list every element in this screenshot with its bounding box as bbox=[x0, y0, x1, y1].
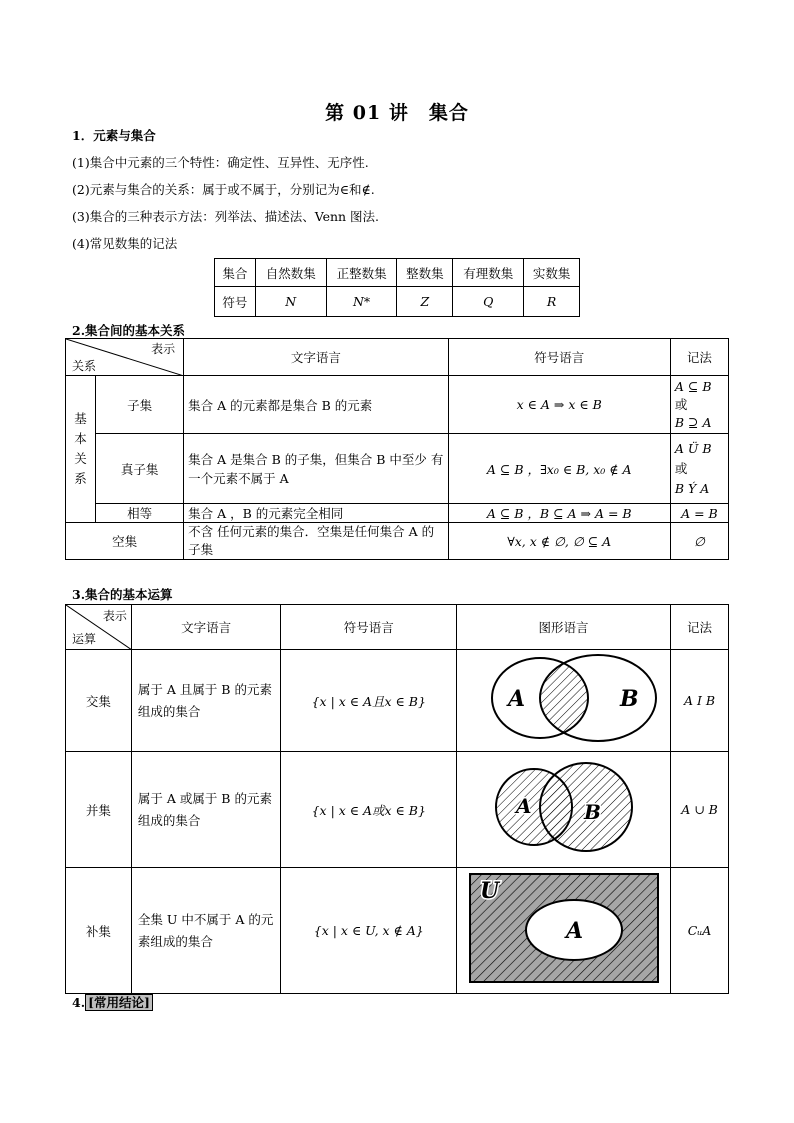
column-header: 文字语言 bbox=[131, 605, 281, 650]
row-note: A ∪ B bbox=[671, 752, 729, 868]
section-3-heading: 3.集合的基本运算 bbox=[72, 587, 173, 602]
table-cell: 符号 bbox=[215, 287, 256, 317]
text-line: (2)元素与集合的关系：属于或不属于，分别记为∈和∉. bbox=[72, 182, 375, 197]
relations-table bbox=[65, 338, 729, 560]
text-line: (4)常见数集的记法 bbox=[72, 236, 178, 251]
row-note: A = B bbox=[670, 504, 728, 523]
row-name: 子集 bbox=[96, 376, 184, 434]
column-header: 记法 bbox=[670, 339, 728, 376]
table-cell: 有理数集 bbox=[453, 259, 524, 287]
corner-top-label: 表示 bbox=[151, 342, 176, 356]
row-text: 集合 A 的元素都是集合 B 的元素 bbox=[184, 376, 448, 434]
table-cell: 自然数集 bbox=[255, 259, 326, 287]
corner-bottom-label: 关系 bbox=[72, 359, 97, 373]
group-label: 基本关系 bbox=[74, 411, 87, 486]
page-title: 第 01 讲 集合 bbox=[325, 102, 469, 124]
common-conclusions-label: [常用结论] bbox=[85, 994, 153, 1011]
corner-top-label: 表示 bbox=[102, 609, 127, 623]
row-name: 补集 bbox=[66, 868, 132, 994]
venn-cell bbox=[457, 868, 671, 994]
row-text: 不含 任何元素的集合．空集是任何集合 A 的子集 bbox=[184, 523, 448, 560]
table-cell: 整数集 bbox=[397, 259, 453, 287]
venn-cell bbox=[457, 650, 671, 752]
section-4-heading bbox=[72, 993, 153, 1011]
row-symbol: {x | x ∈ U, x ∉ A} bbox=[281, 868, 457, 994]
column-header: 记法 bbox=[671, 605, 729, 650]
union-venn-diagram bbox=[458, 753, 670, 863]
universe-label: U bbox=[479, 878, 499, 904]
row-name: 相等 bbox=[96, 504, 184, 523]
operations-table bbox=[65, 604, 729, 994]
table-cell: 正整数集 bbox=[326, 259, 397, 287]
row-name: 空集 bbox=[66, 523, 184, 560]
set-b-label: B bbox=[619, 686, 639, 712]
set-b-label: B bbox=[583, 800, 601, 824]
text-line: (1)集合中元素的三个特性：确定性、互异性、无序性. bbox=[72, 155, 369, 170]
set-a-label: A bbox=[565, 918, 583, 944]
table-cell: R bbox=[524, 287, 580, 317]
row-symbol: A ⊆ B ，B ⊆ A ⇒ A = B bbox=[448, 504, 670, 523]
corner-bottom-label: 运算 bbox=[72, 632, 97, 646]
row-note: ∅ bbox=[670, 523, 728, 560]
row-name: 并集 bbox=[66, 752, 132, 868]
section-1-heading: 1．元素与集合 bbox=[72, 128, 156, 143]
section-2-heading: 2.集合间的基本关系 bbox=[72, 323, 186, 338]
group-label-cell bbox=[66, 376, 96, 523]
row-symbol: x ∈ A ⇒ x ∈ B bbox=[448, 376, 670, 434]
intersection-venn-diagram bbox=[458, 650, 670, 748]
header-corner bbox=[66, 339, 184, 376]
venn-cell bbox=[457, 752, 671, 868]
table-cell: 集合 bbox=[215, 259, 256, 287]
row-note: A I B bbox=[671, 650, 729, 752]
column-header: 图形语言 bbox=[457, 605, 671, 650]
row-text: 属于 A 或属于 B 的元素组成的集合 bbox=[131, 752, 281, 868]
row-text: 全集 U 中不属于 A 的元素组成的集合 bbox=[131, 868, 281, 994]
note-or: 或 bbox=[674, 396, 688, 412]
row-text: 属于 A 且属于 B 的元素组成的集合 bbox=[131, 650, 281, 752]
section-4-number: 4. bbox=[72, 995, 86, 1010]
row-symbol: {x | x ∈ A且x ∈ B} bbox=[281, 650, 457, 752]
set-a-label: A bbox=[515, 794, 532, 818]
row-name: 交集 bbox=[66, 650, 132, 752]
row-text: 集合 A ，B 的元素完全相同 bbox=[184, 504, 448, 523]
complement-venn-diagram bbox=[458, 868, 670, 990]
note-or: 或 bbox=[674, 460, 688, 476]
column-header: 文字语言 bbox=[184, 339, 448, 376]
table-cell: Q bbox=[453, 287, 524, 317]
number-sets-table bbox=[214, 258, 580, 317]
note-primary: A ⊆ B bbox=[674, 378, 712, 394]
note-secondary: B ⊇ A bbox=[674, 414, 712, 430]
row-text: 集合 A 是集合 B 的子集，但集合 B 中至少 有一个元素不属于 A bbox=[184, 434, 448, 504]
row-note: CᵤA bbox=[671, 868, 729, 994]
column-header: 符号语言 bbox=[281, 605, 457, 650]
table-cell: 实数集 bbox=[524, 259, 580, 287]
set-a-label: A bbox=[507, 686, 525, 712]
header-corner bbox=[66, 605, 132, 650]
note-secondary: B Ý A bbox=[674, 480, 710, 496]
row-symbol: ∀x, x ∉ ∅, ∅ ⊆ A bbox=[448, 523, 670, 560]
column-header: 符号语言 bbox=[448, 339, 670, 376]
table-cell: N bbox=[255, 287, 326, 317]
row-name: 真子集 bbox=[96, 434, 184, 504]
table-cell: N* bbox=[326, 287, 397, 317]
note-primary: A Ü B bbox=[674, 440, 712, 456]
text-line: (3)集合的三种表示方法：列举法、描述法、Venn 图法. bbox=[72, 209, 380, 224]
row-note bbox=[670, 434, 728, 504]
row-symbol: {x | x ∈ A或x ∈ B} bbox=[281, 752, 457, 868]
row-symbol: A ⊆ B ，∃x₀ ∈ B, x₀ ∉ A bbox=[448, 434, 670, 504]
table-cell: Z bbox=[397, 287, 453, 317]
row-note bbox=[670, 376, 728, 434]
